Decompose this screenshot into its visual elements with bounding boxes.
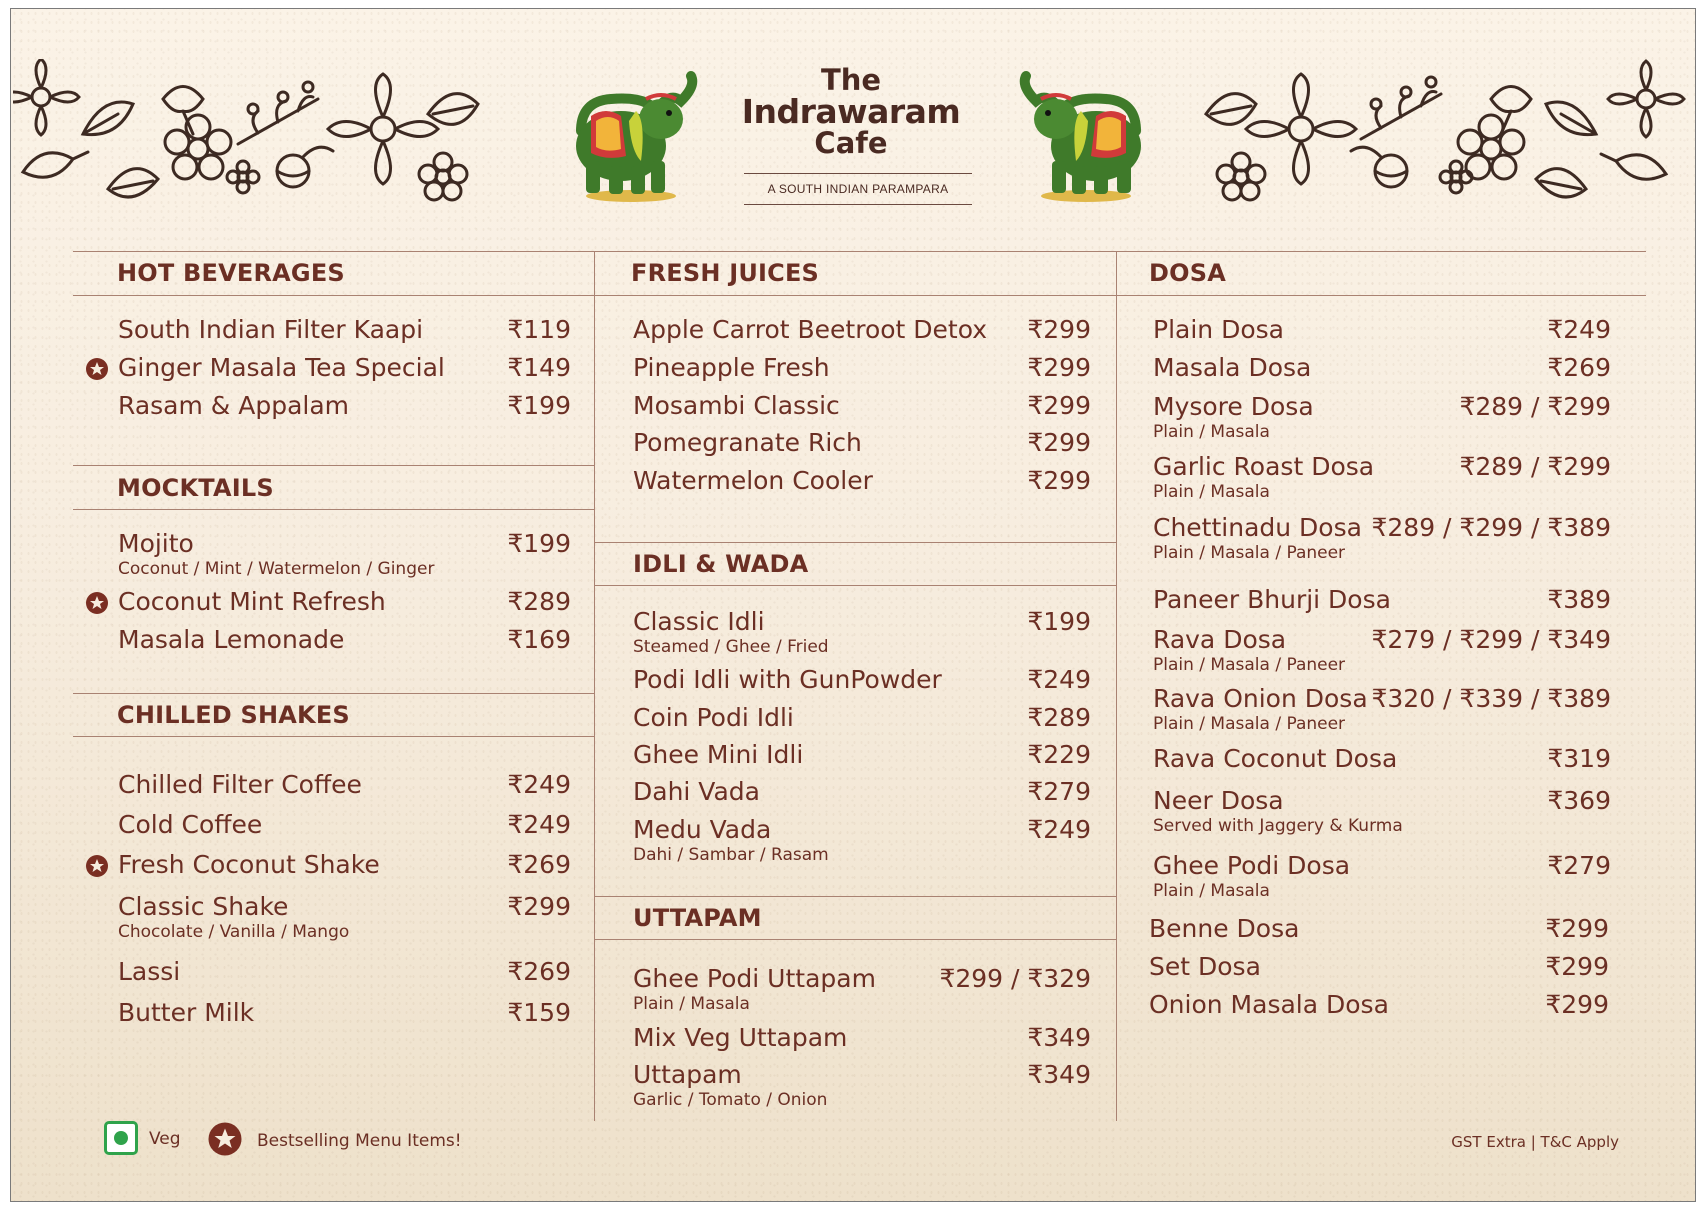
- item-price: ₹289: [1027, 703, 1091, 732]
- item-name: Garlic Roast Dosa: [1153, 452, 1375, 481]
- item-name: Mojito: [118, 529, 194, 558]
- menu-item: [633, 815, 1091, 865]
- item-name: Rasam & Appalam: [118, 391, 350, 420]
- item-options: Coconut / Mint / Watermelon / Ginger: [118, 559, 435, 579]
- menu-item: [1153, 625, 1611, 675]
- bestseller-star-icon: [85, 591, 109, 615]
- item-price: ₹289 / ₹299 / ₹389: [1371, 513, 1611, 542]
- item-options: Chocolate / Vanilla / Mango: [118, 922, 350, 942]
- menu-item: [1153, 684, 1611, 734]
- item-options: Plain / Masala / Paneer: [1153, 543, 1346, 563]
- section-title-fresh-juices: FRESH JUICES: [631, 259, 820, 287]
- item-name: South Indian Filter Kaapi: [118, 315, 424, 344]
- item-price: ₹369: [1547, 786, 1611, 815]
- rule: [594, 585, 1116, 586]
- menu-item: [633, 391, 1091, 421]
- item-name: Lassi: [118, 957, 181, 986]
- brand-line-2: Indrawaram: [741, 92, 961, 131]
- item-options: Dahi / Sambar / Rasam: [633, 845, 829, 865]
- gst-note: GST Extra | T&C Apply: [1451, 1133, 1619, 1151]
- menu-item: [118, 587, 571, 617]
- item-price: ₹389: [1547, 585, 1611, 614]
- item-name: Rava Onion Dosa: [1153, 684, 1368, 713]
- item-price: ₹299: [1545, 952, 1609, 981]
- rule: [594, 939, 1116, 940]
- rule: [73, 693, 594, 694]
- item-name: Mysore Dosa: [1153, 392, 1314, 421]
- floral-border-left: [13, 59, 513, 209]
- item-options: Garlic / Tomato / Onion: [633, 1090, 828, 1110]
- header-rule-top: [73, 251, 1646, 252]
- menu-page: [10, 8, 1696, 1202]
- item-name: Paneer Bhurji Dosa: [1153, 585, 1391, 614]
- brand-line-1: The: [820, 63, 882, 97]
- item-price: ₹289: [507, 587, 571, 616]
- item-price: ₹199: [507, 529, 571, 558]
- item-name: Fresh Coconut Shake: [118, 850, 380, 879]
- item-name: Chettinadu Dosa: [1153, 513, 1362, 542]
- menu-item: [118, 850, 571, 880]
- rule: [594, 896, 1116, 897]
- item-price: ₹349: [1027, 1060, 1091, 1089]
- item-price: ₹299: [1027, 428, 1091, 457]
- item-price: ₹269: [507, 957, 571, 986]
- menu-item: [633, 964, 1091, 1014]
- veg-icon: [104, 1121, 138, 1155]
- item-name: Ghee Podi Dosa: [1153, 851, 1351, 880]
- menu-item: [1153, 315, 1611, 345]
- item-price: ₹149: [507, 353, 571, 382]
- menu-item: [633, 665, 1091, 695]
- menu-item: [1153, 452, 1611, 502]
- item-price: ₹299: [1027, 315, 1091, 344]
- item-name: Neer Dosa: [1153, 786, 1284, 815]
- item-price: ₹299: [1545, 990, 1609, 1019]
- item-name: Ghee Podi Uttapam: [633, 964, 876, 993]
- item-name: Coconut Mint Refresh: [118, 587, 386, 616]
- elephant-illustration-left: [551, 61, 721, 211]
- section-title-mocktails: MOCKTAILS: [117, 474, 274, 502]
- menu-item: [118, 315, 571, 345]
- item-options: Plain / Masala: [1153, 422, 1270, 442]
- menu-item: [118, 770, 571, 800]
- item-price: ₹199: [507, 391, 571, 420]
- item-name: Rava Coconut Dosa: [1153, 744, 1398, 773]
- item-name: Ginger Masala Tea Special: [118, 353, 445, 382]
- menu-item: [118, 892, 571, 942]
- menu-item: [633, 740, 1091, 770]
- item-name: Mosambi Classic: [633, 391, 840, 420]
- item-price: ₹249: [1547, 315, 1611, 344]
- item-price: ₹279: [1547, 851, 1611, 880]
- menu-item: [633, 315, 1091, 345]
- floral-border-right: [1191, 59, 1691, 209]
- brand-line-3: Cafe: [814, 126, 888, 160]
- item-options: Served with Jaggery & Kurma: [1153, 816, 1403, 836]
- item-price: ₹169: [507, 625, 571, 654]
- item-name: Cold Coffee: [118, 810, 263, 839]
- bestseller-star-icon: [207, 1121, 243, 1157]
- item-name: Dahi Vada: [633, 777, 760, 806]
- item-price: ₹319: [1547, 744, 1611, 773]
- item-price: ₹199: [1027, 607, 1091, 636]
- item-price: ₹320 / ₹339 / ₹389: [1371, 684, 1611, 713]
- bestseller-star-icon: [85, 357, 109, 381]
- rule: [73, 465, 594, 466]
- item-price: ₹289 / ₹299: [1459, 452, 1611, 481]
- item-name: Onion Masala Dosa: [1149, 990, 1389, 1019]
- menu-item: [1149, 990, 1609, 1020]
- item-name: Coin Podi Idli: [633, 703, 794, 732]
- item-price: ₹119: [507, 315, 571, 344]
- item-options: Plain / Masala / Paneer: [1153, 655, 1346, 675]
- menu-item: [118, 529, 571, 579]
- menu-item: [118, 353, 571, 383]
- menu-item: [118, 810, 571, 840]
- item-name: Podi Idli with GunPowder: [633, 665, 942, 694]
- section-title-hot-beverages: HOT BEVERAGES: [117, 259, 345, 287]
- menu-item: [118, 998, 571, 1028]
- menu-item: [633, 353, 1091, 383]
- tagline: A SOUTH INDIAN PARAMPARA: [744, 173, 972, 205]
- item-price: ₹289 / ₹299: [1459, 392, 1611, 421]
- section-title-idli-wada: IDLI & WADA: [633, 550, 809, 578]
- item-price: ₹299: [1027, 466, 1091, 495]
- menu-item: [1153, 744, 1611, 774]
- veg-label: Veg: [149, 1129, 181, 1149]
- section-title-chilled-shakes: CHILLED SHAKES: [117, 701, 350, 729]
- item-name: Set Dosa: [1149, 952, 1261, 981]
- item-name: Watermelon Cooler: [633, 466, 873, 495]
- menu-item: [633, 607, 1091, 657]
- item-name: Medu Vada: [633, 815, 772, 844]
- menu-item: [633, 777, 1091, 807]
- item-name: Apple Carrot Beetroot Detox: [633, 315, 988, 344]
- item-options: Plain / Masala / Paneer: [1153, 714, 1346, 734]
- item-price: ₹249: [1027, 815, 1091, 844]
- item-price: ₹299: [1027, 391, 1091, 420]
- menu-item: [633, 466, 1091, 496]
- item-name: Plain Dosa: [1153, 315, 1284, 344]
- item-price: ₹269: [1547, 353, 1611, 382]
- menu-item: [1153, 353, 1611, 383]
- menu-item: [1153, 585, 1611, 615]
- item-name: Masala Lemonade: [118, 625, 345, 654]
- item-price: ₹349: [1027, 1023, 1091, 1052]
- item-price: ₹299: [507, 892, 571, 921]
- menu-item: [633, 703, 1091, 733]
- item-options: Plain / Masala: [1153, 881, 1270, 901]
- bestseller-star-icon: [85, 854, 109, 878]
- item-price: ₹249: [507, 770, 571, 799]
- menu-item: [633, 428, 1091, 458]
- section-title-dosa: DOSA: [1149, 259, 1226, 287]
- menu-item: [1149, 914, 1609, 944]
- menu-item: [118, 625, 571, 655]
- item-name: Chilled Filter Coffee: [118, 770, 362, 799]
- rule: [594, 542, 1116, 543]
- item-name: Rava Dosa: [1153, 625, 1287, 654]
- header-rule-bottom: [73, 295, 1646, 296]
- bestseller-label: Bestselling Menu Items!: [257, 1131, 462, 1151]
- item-price: ₹229: [1027, 740, 1091, 769]
- item-price: ₹279: [1027, 777, 1091, 806]
- menu-item: [633, 1060, 1091, 1110]
- column-divider-1: [594, 251, 595, 1121]
- item-name: Butter Milk: [118, 998, 255, 1027]
- item-name: Mix Veg Uttapam: [633, 1023, 848, 1052]
- menu-item: [1153, 513, 1611, 563]
- item-options: Plain / Masala: [633, 994, 750, 1014]
- menu-item: [1149, 952, 1609, 982]
- item-name: Classic Shake: [118, 892, 289, 921]
- item-price: ₹279 / ₹299 / ₹349: [1371, 625, 1611, 654]
- menu-item: [1153, 392, 1611, 442]
- elephant-illustration-right: [996, 61, 1166, 211]
- menu-item: [1153, 851, 1611, 901]
- item-name: Masala Dosa: [1153, 353, 1312, 382]
- item-name: Uttapam: [633, 1060, 742, 1089]
- item-name: Benne Dosa: [1149, 914, 1300, 943]
- item-options: Plain / Masala: [1153, 482, 1270, 502]
- item-price: ₹159: [507, 998, 571, 1027]
- item-options: Steamed / Ghee / Fried: [633, 637, 829, 657]
- rule: [73, 736, 594, 737]
- section-title-uttapam: UTTAPAM: [633, 904, 762, 932]
- menu-item: [633, 1023, 1091, 1053]
- rule: [73, 509, 594, 510]
- menu-item: [1153, 786, 1611, 836]
- item-price: ₹299: [1027, 353, 1091, 382]
- menu-item: [118, 391, 571, 421]
- item-price: ₹249: [1027, 665, 1091, 694]
- cafe-logo: [736, 65, 966, 159]
- menu-item: [118, 957, 571, 987]
- column-divider-2: [1116, 251, 1117, 1121]
- item-name: Classic Idli: [633, 607, 765, 636]
- item-name: Pineapple Fresh: [633, 353, 830, 382]
- item-price: ₹299 / ₹329: [939, 964, 1091, 993]
- item-price: ₹269: [507, 850, 571, 879]
- item-name: Ghee Mini Idli: [633, 740, 804, 769]
- item-price: ₹299: [1545, 914, 1609, 943]
- item-name: Pomegranate Rich: [633, 428, 862, 457]
- item-price: ₹249: [507, 810, 571, 839]
